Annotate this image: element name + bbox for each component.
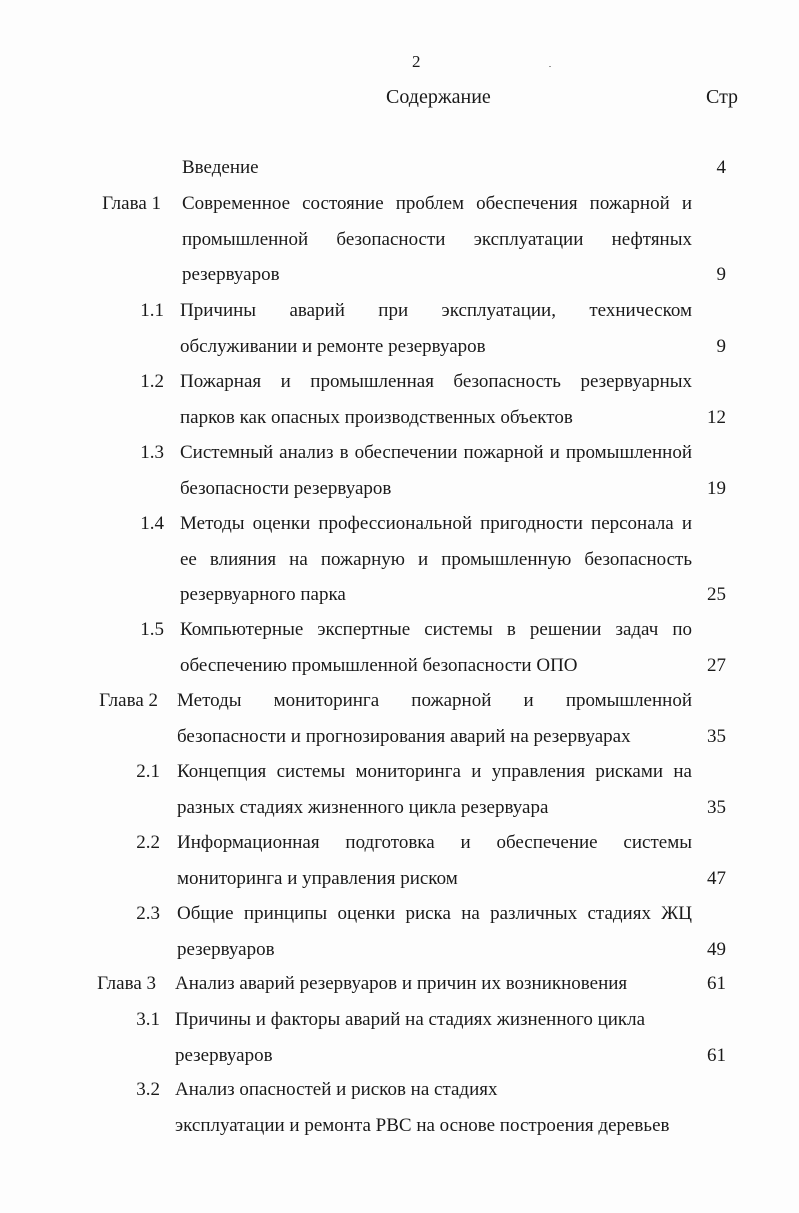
toc-entry-number: 2.3 [136,903,160,924]
toc-entry-text: Причины и факторы аварий на стадиях жизненного цикла [175,1009,646,1030]
toc-entry-page: 9 [716,335,726,357]
toc-entry-text: Пожарная и промышленная безопасность резервуарных [180,371,692,392]
toc-entry-page: 9 [716,264,726,285]
toc-entry-text: безопасности и прогнозирования аварий на резервуарах [177,725,631,747]
toc-entry-text: резервуаров [175,1044,273,1066]
toc-entry-text: Компьютерные экспертные системы в решении задач по [180,619,692,640]
toc-entry-page: 35 [707,725,726,747]
page-number: 2 [412,52,421,71]
toc-entry-text: Анализ аварий резервуаров и причин их возникновения [175,973,628,994]
toc-entry-page: 49 [707,938,726,960]
toc-title: Содержание [386,86,491,108]
toc-entry-text: резервуарного парка [180,584,346,605]
toc-entry-text: мониторинга и управления риском [177,867,458,889]
toc-entry-text: разных стадиях жизненного цикла резервуара [177,796,549,818]
toc-entry-page: 4 [716,157,726,178]
toc-entry-text: парков как опасных производственных объектов [180,406,573,428]
toc-entry-text: промышленной безопасности эксплуатации нефтяных [182,228,692,250]
toc-entry-text: обеспечению промышленной безопасности ОПО [180,654,578,676]
toc-entry-number: 2.2 [136,832,160,853]
toc-entry-number: 2.1 [136,761,160,782]
toc-entry-text: ее влияния на пожарную и промышленную безопасность [180,548,692,570]
toc-entry-number: Глава 1 [102,193,161,214]
toc-entry-text: безопасности резервуаров [180,477,392,499]
toc-entry-text: Методы оценки профессиональной пригодности персонала и [180,513,692,534]
toc-entry-text: эксплуатации и ремонта РВС на основе построения деревьев [175,1114,670,1136]
toc-entry-text: Анализ опасностей и рисков на стадиях [175,1079,498,1100]
toc-entry-number: 3.1 [136,1009,160,1030]
toc-entry-number: 1.4 [140,513,164,534]
toc-entry-number: 1.5 [140,619,164,640]
toc-entry-text: Системный анализ в обеспечении пожарной и промышленной [180,442,692,463]
toc-entry-number: 1.1 [140,300,164,321]
page-column-header: Стр [706,86,739,108]
toc-entry-text: обслуживании и ремонте резервуаров [180,335,486,357]
toc-entry-number: Глава 2 [99,690,158,711]
toc-entry-number: 3.2 [136,1079,160,1100]
toc-entry-page: 12 [707,406,726,428]
toc-entry-page: 27 [707,654,726,676]
toc-entry-text: Причины аварий при эксплуатации, техническом [180,300,692,321]
toc-entry-number: 1.2 [140,371,164,392]
toc-entry-text: Современное состояние проблем обеспечения пожарной и [182,193,692,214]
toc-entry-text: Информационная подготовка и обеспечение системы [177,832,692,853]
toc-entry-text: Введение [182,157,259,178]
toc-entry-page: 47 [707,867,726,889]
toc-entry-page: 61 [707,973,726,994]
toc-entry-page: 25 [707,584,726,605]
toc-entry-number: 1.3 [140,442,164,463]
toc-entry-page: 61 [707,1044,726,1066]
toc-entry-page: 35 [707,796,726,818]
toc-entry-number: Глава 3 [97,973,156,994]
toc-entry-text: Общие принципы оценки риска на различных стадиях ЖЦ [177,903,692,924]
toc-entry-text: резервуаров [182,264,280,285]
toc-entry-page: 19 [707,477,726,499]
toc-entry-text: Методы мониторинга пожарной и промышленной [177,690,692,711]
toc-entry-text: резервуаров [177,938,275,960]
toc-entry-text: Концепция системы мониторинга и управления рисками на [177,761,692,782]
